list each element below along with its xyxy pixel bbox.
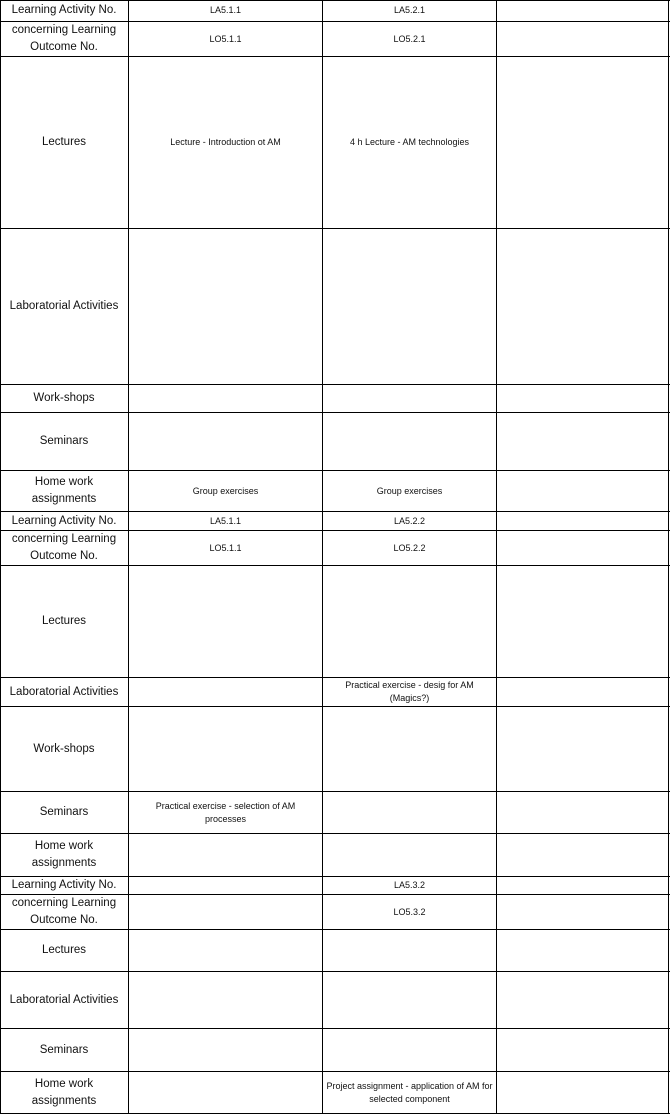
row-label: Lectures xyxy=(0,566,129,677)
row-label: Laboratorial Activities xyxy=(0,678,129,706)
la-cell[interactable] xyxy=(497,512,669,530)
table-cell[interactable] xyxy=(497,707,669,791)
table-cell[interactable] xyxy=(497,1029,669,1071)
la-cell[interactable] xyxy=(497,877,669,894)
lo-cell[interactable] xyxy=(497,22,669,56)
la-cell[interactable]: LA5.2.1 xyxy=(323,0,497,21)
table-row-lectures xyxy=(0,566,670,678)
row-label: Laboratorial Activities xyxy=(0,972,129,1028)
table-cell[interactable] xyxy=(497,972,669,1028)
table-cell[interactable]: 4 h Lecture - AM technologies xyxy=(323,57,497,228)
table-row-learning-outcome xyxy=(0,22,670,57)
table-cell[interactable] xyxy=(129,678,323,706)
table-cell[interactable] xyxy=(129,385,323,412)
table-cell[interactable]: Group exercises xyxy=(323,471,497,511)
table-cell[interactable] xyxy=(323,972,497,1028)
table-cell[interactable] xyxy=(323,229,497,384)
table-row-lectures xyxy=(0,930,670,972)
table-row-home-work xyxy=(0,471,670,512)
table-cell[interactable] xyxy=(497,57,669,228)
table-cell[interactable] xyxy=(497,385,669,412)
table-cell[interactable] xyxy=(497,834,669,876)
lo-cell[interactable]: LO5.3.2 xyxy=(323,895,497,929)
table-row-home-work xyxy=(0,1072,670,1114)
table-cell[interactable]: Practical exercise - desig for AM (Magics?) xyxy=(323,678,497,706)
row-label: Work-shops xyxy=(0,707,129,791)
table-cell[interactable] xyxy=(497,930,669,971)
row-label: Laboratorial Activities xyxy=(0,229,129,384)
table-cell[interactable] xyxy=(497,1072,669,1113)
table-cell[interactable] xyxy=(497,413,669,470)
table-cell[interactable] xyxy=(129,1072,323,1113)
table-row-work-shops xyxy=(0,707,670,792)
row-label: Home work assignments xyxy=(0,834,129,876)
table-cell[interactable] xyxy=(129,707,323,791)
lo-cell[interactable]: LO5.1.1 xyxy=(129,22,323,56)
la-cell[interactable] xyxy=(129,877,323,894)
la-cell[interactable]: LA5.3.2 xyxy=(323,877,497,894)
table-row-laboratorial-activities xyxy=(0,678,670,707)
row-label: Seminars xyxy=(0,792,129,833)
lo-cell[interactable] xyxy=(497,531,669,565)
table-cell[interactable]: Practical exercise - selection of AM processes xyxy=(129,792,323,833)
table-row-seminars xyxy=(0,1029,670,1072)
table-row-home-work xyxy=(0,834,670,877)
table-cell[interactable] xyxy=(323,792,497,833)
table-row-lectures xyxy=(0,57,670,229)
table-cell[interactable] xyxy=(129,930,323,971)
table-row-learning-activity xyxy=(0,0,670,22)
table-cell[interactable]: Group exercises xyxy=(129,471,323,511)
table-cell[interactable]: Lecture - Introduction ot AM xyxy=(129,57,323,228)
table-cell[interactable] xyxy=(497,792,669,833)
row-label: Home work assignments xyxy=(0,1072,129,1113)
table-row-laboratorial-activities xyxy=(0,972,670,1029)
lo-cell[interactable] xyxy=(129,895,323,929)
table-row-learning-activity xyxy=(0,512,670,531)
table-cell[interactable] xyxy=(497,229,669,384)
table-cell[interactable] xyxy=(129,566,323,677)
table-cell[interactable] xyxy=(129,229,323,384)
table-cell[interactable] xyxy=(497,566,669,677)
table-cell[interactable] xyxy=(323,707,497,791)
table-row-learning-activity xyxy=(0,877,670,895)
table-cell[interactable] xyxy=(129,834,323,876)
row-label: concerning Learning Outcome No. xyxy=(0,895,129,929)
table-row-learning-outcome xyxy=(0,895,670,930)
row-label: Learning Activity No. xyxy=(0,0,129,21)
lo-cell[interactable]: LO5.1.1 xyxy=(129,531,323,565)
row-label: Learning Activity No. xyxy=(0,512,129,530)
table-cell[interactable] xyxy=(497,678,669,706)
la-cell[interactable]: LA5.2.2 xyxy=(323,512,497,530)
row-label: Learning Activity No. xyxy=(0,877,129,894)
row-label: Lectures xyxy=(0,930,129,971)
table-cell[interactable] xyxy=(323,930,497,971)
la-cell[interactable] xyxy=(497,0,669,21)
table-cell[interactable] xyxy=(129,1029,323,1071)
lo-cell[interactable] xyxy=(497,895,669,929)
la-cell[interactable]: LA5.1.1 xyxy=(129,512,323,530)
row-label: Seminars xyxy=(0,413,129,470)
table-cell[interactable] xyxy=(129,972,323,1028)
table-cell[interactable]: Project assignment - application of AM for selected component xyxy=(323,1072,497,1113)
table-row-laboratorial-activities xyxy=(0,229,670,385)
table-cell[interactable] xyxy=(129,413,323,470)
table-row-seminars xyxy=(0,413,670,471)
table-cell[interactable] xyxy=(323,1029,497,1071)
row-label: Seminars xyxy=(0,1029,129,1071)
table-row-learning-outcome xyxy=(0,531,670,566)
row-label: concerning Learning Outcome No. xyxy=(0,22,129,56)
row-label: concerning Learning Outcome No. xyxy=(0,531,129,565)
table-cell[interactable] xyxy=(323,834,497,876)
table-cell[interactable] xyxy=(497,471,669,511)
row-label: Lectures xyxy=(0,57,129,228)
table-cell[interactable] xyxy=(323,413,497,470)
table-row-work-shops xyxy=(0,385,670,413)
lo-cell[interactable]: LO5.2.2 xyxy=(323,531,497,565)
table-cell[interactable] xyxy=(323,566,497,677)
lo-cell[interactable]: LO5.2.1 xyxy=(323,22,497,56)
table-cell[interactable] xyxy=(323,385,497,412)
row-label: Work-shops xyxy=(0,385,129,412)
table-row-seminars xyxy=(0,792,670,834)
row-label: Home work assignments xyxy=(0,471,129,511)
la-cell[interactable]: LA5.1.1 xyxy=(129,0,323,21)
